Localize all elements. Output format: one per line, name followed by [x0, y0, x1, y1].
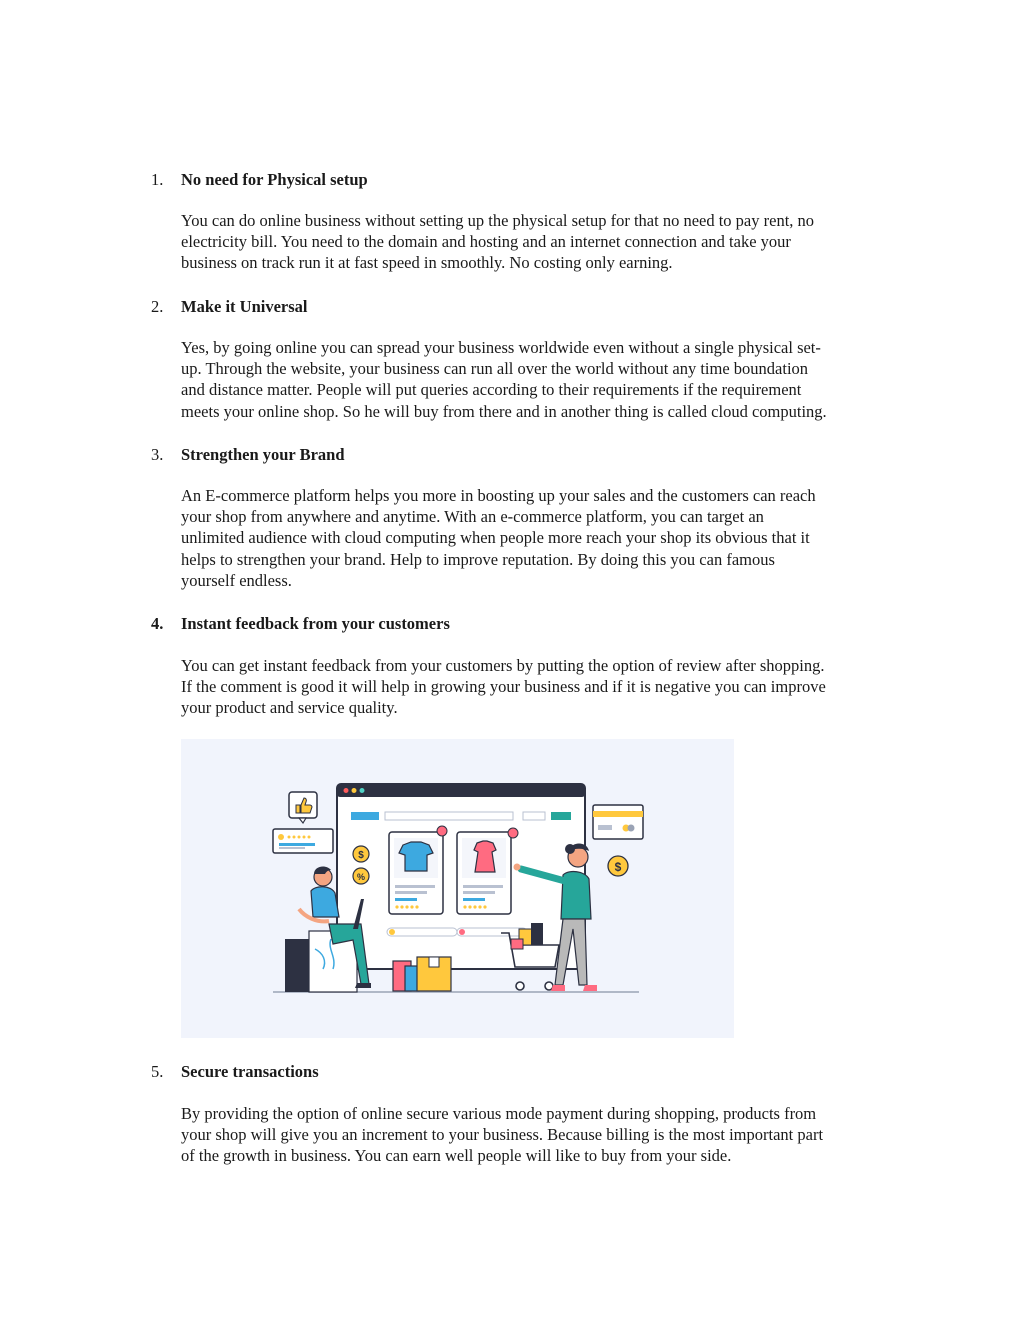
rating-card-icon [273, 829, 333, 853]
list-number: 1. [151, 170, 164, 189]
section-heading: Strengthen your Brand [181, 445, 345, 464]
paragraph-line: of the growth in business. You can earn well people will like to buy from your side. [181, 1146, 732, 1166]
paragraph-line: You can do online business without setting up the physical setup for that no need to pay rent, no [181, 211, 815, 230]
paragraph-line: helps to strengthen your brand. Help to improve reputation. By doing this you can famous [181, 549, 775, 569]
paragraph-line: You can get instant feedback from your customers by putting the option of review after shopping. [181, 656, 825, 675]
nav-bar-icon [351, 812, 379, 820]
window-dot-icon [360, 788, 365, 793]
ecommerce-illustration [181, 739, 734, 1038]
paragraph-line: yourself endless. [181, 570, 292, 590]
paragraph-line: unlimited audience with cloud computing when people more reach your shop its obvious that it [181, 528, 810, 548]
paragraph-line: your shop from anywhere and anytime. With an e-commerce platform, you can target an [181, 507, 764, 527]
thumbs-up-icon [289, 792, 317, 823]
section-paragraph [181, 655, 906, 719]
window-dot-icon [344, 788, 349, 793]
paragraph-line: electricity bill. You need to the domain and hosting and an internet connection and take your [181, 232, 791, 252]
product-card-dress-icon [457, 828, 518, 914]
search-bar-icon [385, 812, 513, 820]
section-paragraph [181, 1103, 906, 1167]
paragraph-line: By providing the option of online secure various mode payment during shopping, products from [181, 1104, 817, 1123]
dollar-symbol: $ [358, 850, 364, 861]
heart-icon [508, 828, 518, 838]
section-paragraph [181, 337, 906, 422]
paragraph-line: business on track run it at fast speed in smoothly. No costing only earning. [181, 253, 673, 273]
list-number: 4. [151, 614, 164, 633]
paragraph-line: your shop will give you an increment to your business. Because billing is the most important part [181, 1125, 824, 1145]
section-heading: Secure transactions [181, 1062, 319, 1081]
paragraph-line: and distance matter. People will put queries according to their requirements if the requirement [181, 380, 802, 400]
online-shopping-illustration [181, 739, 734, 1038]
paragraph-line: If the comment is good it will help in growing your business and if it is negative you can improve [181, 677, 826, 697]
slider-bar-icon [457, 928, 527, 936]
slider-bar-icon [387, 928, 457, 936]
dollar-symbol: $ [614, 860, 622, 874]
product-card-tshirt-icon [389, 826, 447, 914]
list-number: 3. [151, 445, 164, 464]
paragraph-line: up. Through the website, your business can run all over the world without any time boundation [181, 359, 809, 379]
section-heading: No need for Physical setup [181, 170, 368, 189]
list-number: 5. [151, 1062, 164, 1081]
section-heading: Instant feedback from your customers [181, 614, 450, 633]
heart-icon [437, 826, 447, 836]
paragraph-line: Yes, by going online you can spread your business worldwide even without a single physical set- [181, 338, 821, 357]
section-heading: Make it Universal [181, 297, 308, 316]
window-dot-icon [352, 788, 357, 793]
section-paragraph [181, 485, 906, 591]
percent-symbol: % [356, 872, 366, 882]
paragraph-line: your product and service quality. [181, 698, 398, 718]
credit-card-icon [593, 805, 643, 839]
section-paragraph [181, 210, 906, 274]
paragraph-line: An E-commerce platform helps you more in boosting up your sales and the customers can reach [181, 486, 816, 505]
paragraph-line: meets your online shop. So he will buy from there and in another thing is called cloud computing. [181, 401, 827, 421]
shopping-bags-icon [393, 957, 451, 991]
list-number: 2. [151, 297, 164, 316]
